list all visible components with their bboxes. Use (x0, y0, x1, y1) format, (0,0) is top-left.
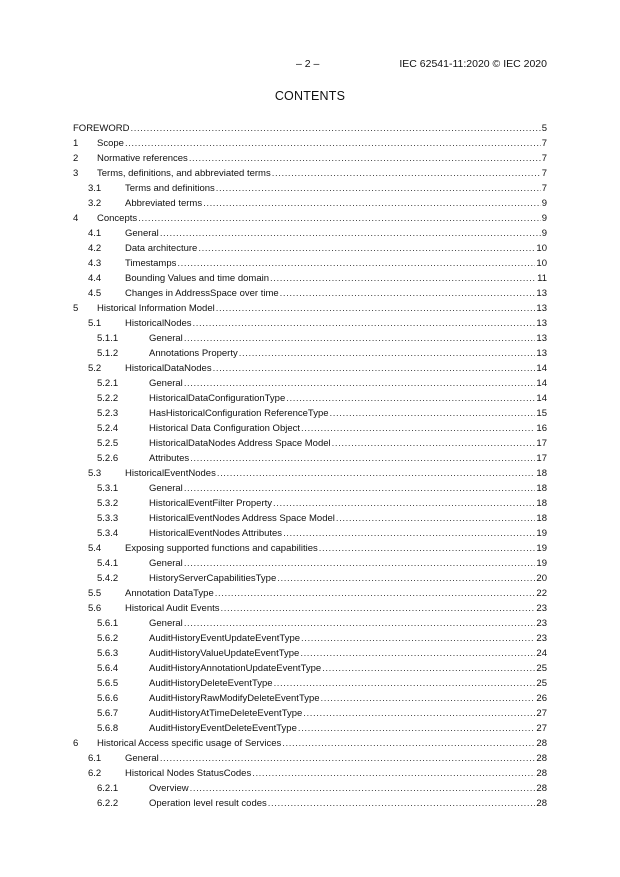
toc-entry[interactable] (0, 270, 620, 285)
toc-entry[interactable] (0, 465, 620, 480)
toc-entry-page: 28 (536, 753, 547, 764)
toc-entry[interactable] (0, 600, 620, 615)
toc-entry-line (149, 693, 547, 704)
toc-entry[interactable] (0, 525, 620, 540)
toc-entry-page: 19 (536, 543, 547, 554)
toc-entry-page: 7 (541, 183, 547, 194)
dot-leader (301, 423, 535, 434)
standard-reference: IEC 62541-11:2020 © IEC 2020 (399, 58, 547, 70)
toc-entry-number: 5 (73, 303, 79, 314)
toc-entry-title: HistoricalEventFilter Property (149, 498, 273, 509)
dot-leader (239, 348, 536, 359)
toc-entry-line (149, 453, 547, 464)
toc-entry-title: Timestamps (125, 258, 177, 269)
toc-entry[interactable] (0, 645, 620, 660)
toc-entry-page: 25 (536, 663, 547, 674)
toc-entry-line (125, 543, 547, 554)
dot-leader (272, 168, 541, 179)
toc-entry[interactable] (0, 210, 620, 225)
toc-entry[interactable] (0, 570, 620, 585)
toc-entry-page: 7 (541, 168, 547, 179)
toc-entry-page: 18 (536, 513, 547, 524)
toc-entry-title: FOREWORD (73, 123, 130, 134)
dot-leader (283, 528, 535, 539)
toc-entry-line (149, 483, 547, 494)
toc-entry-title: Abbreviated terms (125, 198, 203, 209)
toc-entry-page: 27 (536, 708, 547, 719)
dot-leader (322, 663, 535, 674)
toc-entry[interactable] (0, 285, 620, 300)
toc-entry-title: HistoryServerCapabilitiesType (149, 573, 277, 584)
dot-leader (301, 633, 535, 644)
dot-leader (252, 768, 535, 779)
toc-entry-number: 3 (73, 168, 79, 179)
toc-entry-page: 24 (536, 648, 547, 659)
toc-entry-title: Overview (149, 783, 189, 794)
toc-entry-title: AuditHistoryEventDeleteEventType (149, 723, 297, 734)
toc-entry-line (97, 303, 547, 314)
dot-leader (216, 183, 541, 194)
toc-entry-number: 6.2.1 (97, 783, 119, 794)
toc-entry-number: 5.6.5 (97, 678, 119, 689)
toc-entry-number: 4.1 (88, 228, 102, 239)
toc-entry[interactable] (0, 780, 620, 795)
dot-leader (217, 468, 536, 479)
toc-entry-page: 23 (536, 603, 547, 614)
toc-entry-title: Historical Data Configuration Object (149, 423, 301, 434)
page-title: CONTENTS (274, 89, 346, 103)
toc-entry-page: 22 (536, 588, 547, 599)
toc-entry-page: 5 (541, 123, 547, 134)
toc-entry-line (125, 228, 547, 239)
toc-entry-line (125, 588, 547, 599)
toc-entry-title: Historical Information Model (97, 303, 215, 314)
toc-entry-number: 6.1 (88, 753, 102, 764)
toc-entry-line (125, 183, 547, 194)
dot-leader (184, 558, 536, 569)
toc-entry[interactable] (0, 435, 620, 450)
toc-entry-line (125, 363, 547, 374)
toc-entry-page: 9 (541, 228, 547, 239)
toc-entry-page: 13 (536, 318, 547, 329)
toc-entry[interactable] (0, 195, 620, 210)
toc-entry-line (149, 513, 547, 524)
toc-entry-title: Annotation DataType (125, 588, 214, 599)
toc-entry-number: 5.3.4 (97, 528, 119, 539)
toc-entry-number: 4.4 (88, 273, 102, 284)
toc-entry-title: HistoricalNodes (125, 318, 192, 329)
toc-entry[interactable] (0, 480, 620, 495)
toc-entry-line (149, 723, 547, 734)
toc-entry[interactable] (0, 555, 620, 570)
dot-leader (282, 738, 535, 749)
toc-entry-line (149, 393, 547, 404)
toc-entry-page: 28 (536, 798, 547, 809)
toc-entry-line (149, 333, 547, 344)
toc-entry-title: Operation level result codes (149, 798, 267, 809)
toc-entry-line (149, 708, 547, 719)
toc-entry-line (97, 168, 547, 179)
toc-entry-line (149, 498, 547, 509)
toc-entry-line (149, 528, 547, 539)
toc-entry-number: 5.2 (88, 363, 102, 374)
toc-entry-line (149, 378, 547, 389)
toc-entry-title: Terms, definitions, and abbreviated terms (97, 168, 271, 179)
dot-leader (216, 303, 536, 314)
toc-entry-number: 4.3 (88, 258, 102, 269)
toc-entry[interactable] (0, 450, 620, 465)
toc-entry-line (97, 153, 547, 164)
toc-entry-page: 17 (536, 438, 547, 449)
dot-leader (274, 678, 536, 689)
toc-entry-line (149, 348, 547, 359)
toc-entry-page: 18 (536, 483, 547, 494)
toc-entry-title: General (149, 618, 183, 629)
dot-leader (286, 393, 535, 404)
toc-entry-page: 7 (541, 153, 547, 164)
toc-entry-number: 6.2.2 (97, 798, 119, 809)
toc-entry-page: 14 (536, 393, 547, 404)
toc-entry-line (149, 618, 547, 629)
dot-leader (336, 513, 536, 524)
dot-leader (319, 543, 536, 554)
toc-entry[interactable] (0, 225, 620, 240)
toc-entry-line (125, 603, 547, 614)
toc-entry-title: Historical Access specific usage of Services (97, 738, 282, 749)
toc-entry-number: 6 (73, 738, 79, 749)
toc-entry-page: 15 (536, 408, 547, 419)
dot-leader (184, 333, 536, 344)
toc-entry-number: 5.6.3 (97, 648, 119, 659)
toc-entry-title: Exposing supported functions and capabilities (125, 543, 318, 554)
toc-entry-line (149, 438, 547, 449)
toc-entry-line (125, 258, 547, 269)
toc-entry-page: 10 (536, 243, 547, 254)
dot-leader (203, 198, 541, 209)
toc-entry-number: 5.3.1 (97, 483, 119, 494)
toc-entry-page: 25 (536, 678, 547, 689)
toc-entry-title: General (149, 558, 183, 569)
toc-entry-page: 28 (536, 768, 547, 779)
toc-entry-number: 5.6.6 (97, 693, 119, 704)
dot-leader (213, 363, 536, 374)
toc-entry-title: Terms and definitions (125, 183, 215, 194)
toc-entry-title: HistoricalEventNodes Address Space Model (149, 513, 335, 524)
toc-entry-page: 18 (536, 498, 547, 509)
toc-entry-number: 5.6.7 (97, 708, 119, 719)
toc-entry-line (149, 573, 547, 584)
toc-entry-line (149, 783, 547, 794)
toc-entry-number: 5.2.4 (97, 423, 119, 434)
toc-entry-page: 18 (536, 468, 547, 479)
toc-entry[interactable] (0, 120, 620, 135)
toc-entry-line (125, 243, 547, 254)
toc-entry-page: 14 (536, 378, 547, 389)
toc-entry-number: 3.2 (88, 198, 102, 209)
toc-entry-number: 5.6 (88, 603, 102, 614)
toc-entry-line (149, 798, 547, 809)
toc-entry[interactable] (0, 720, 620, 735)
toc-entry-number: 5.4.1 (97, 558, 119, 569)
toc-entry[interactable] (0, 705, 620, 720)
toc-entry-page: 28 (536, 738, 547, 749)
toc-entry-title: General (125, 753, 159, 764)
toc-entry-title: Changes in AddressSpace over time (125, 288, 279, 299)
toc-entry-title: Attributes (149, 453, 190, 464)
toc-entry-line (149, 558, 547, 569)
toc-entry-page: 16 (536, 423, 547, 434)
dot-leader (332, 438, 536, 449)
toc-entry-title: Normative references (97, 153, 188, 164)
toc-entry[interactable] (0, 585, 620, 600)
toc-entry-title: General (125, 228, 159, 239)
toc-entry-title: Historical Nodes StatusCodes (125, 768, 252, 779)
toc-entry-title: Scope (97, 138, 124, 149)
toc-entry[interactable] (0, 540, 620, 555)
dot-leader (193, 318, 536, 329)
toc-entry-title: AuditHistoryAtTimeDeleteEventType (149, 708, 303, 719)
dot-leader (130, 123, 540, 134)
toc-entry-number: 5.2.2 (97, 393, 119, 404)
toc-entry-page: 17 (536, 453, 547, 464)
toc-entry[interactable] (0, 615, 620, 630)
toc-entry[interactable] (0, 315, 620, 330)
dot-leader (177, 258, 535, 269)
toc-entry-page: 19 (536, 558, 547, 569)
toc-entry[interactable] (0, 165, 620, 180)
toc-entry[interactable] (0, 675, 620, 690)
toc-entry[interactable] (0, 375, 620, 390)
toc-entry-line (97, 213, 547, 224)
toc-entry-line (125, 468, 547, 479)
toc-entry-line (149, 423, 547, 434)
dot-leader (138, 213, 541, 224)
toc-entry[interactable] (0, 735, 620, 750)
toc-entry-line (125, 753, 547, 764)
toc-entry-number: 5.3.2 (97, 498, 119, 509)
dot-leader (125, 138, 541, 149)
toc-entry-title: AuditHistoryDeleteEventType (149, 678, 273, 689)
page-number: – 2 – (296, 58, 320, 70)
toc-entry-title: Annotations Property (149, 348, 238, 359)
toc-entry-number: 5.5 (88, 588, 102, 599)
toc-entry[interactable] (0, 495, 620, 510)
toc-entry-page: 23 (536, 633, 547, 644)
toc-entry-page: 26 (536, 693, 547, 704)
toc-entry-title: Concepts (97, 213, 138, 224)
toc-entry-page: 27 (536, 723, 547, 734)
dot-leader (184, 378, 536, 389)
dot-leader (215, 588, 536, 599)
toc-entry-number: 5.1.1 (97, 333, 119, 344)
toc-entry[interactable] (0, 690, 620, 705)
toc-entry-page: 9 (541, 213, 547, 224)
toc-entry[interactable] (0, 795, 620, 810)
toc-entry-number: 5.2.3 (97, 408, 119, 419)
toc-entry[interactable] (0, 510, 620, 525)
toc-entry-line (149, 633, 547, 644)
toc-entry[interactable] (0, 255, 620, 270)
toc-entry[interactable] (0, 750, 620, 765)
dot-leader (160, 228, 541, 239)
toc-entry[interactable] (0, 300, 620, 315)
toc-entry-page: 14 (536, 363, 547, 374)
toc-entry-number: 5.2.1 (97, 378, 119, 389)
toc-entry-number: 5.4.2 (97, 573, 119, 584)
dot-leader (303, 708, 535, 719)
toc-entry-title: HistoricalEventNodes (125, 468, 216, 479)
dot-leader (221, 603, 536, 614)
toc-entry-line (149, 663, 547, 674)
toc-entry-number: 2 (73, 153, 79, 164)
toc-entry-page: 13 (536, 303, 547, 314)
dot-leader (190, 453, 535, 464)
toc-entry-title: AuditHistoryAnnotationUpdateEventType (149, 663, 322, 674)
toc-entry-page: 19 (536, 528, 547, 539)
toc-entry-number: 5.2.5 (97, 438, 119, 449)
toc-entry-number: 5.6.8 (97, 723, 119, 734)
dot-leader (198, 243, 535, 254)
toc-entry-number: 5.6.2 (97, 633, 119, 644)
dot-leader (330, 408, 536, 419)
toc-entry-page: 13 (536, 348, 547, 359)
toc-entry-page: 11 (537, 273, 547, 284)
toc-entry-page: 9 (541, 198, 547, 209)
toc-entry-page: 23 (536, 618, 547, 629)
toc-entry-line (97, 738, 547, 749)
toc-entry-title: AuditHistoryEventUpdateEventType (149, 633, 301, 644)
toc-entry[interactable] (0, 345, 620, 360)
dot-leader (268, 798, 536, 809)
toc-entry-title: General (149, 378, 183, 389)
toc-entry[interactable] (0, 390, 620, 405)
toc-entry-line (125, 198, 547, 209)
toc-entry-number: 4 (73, 213, 79, 224)
dot-leader (189, 153, 541, 164)
toc-entry-title: AuditHistoryValueUpdateEventType (149, 648, 300, 659)
dot-leader (273, 498, 535, 509)
toc-entry-page: 10 (536, 258, 547, 269)
toc-entry-number: 4.5 (88, 288, 102, 299)
toc-entry-title: Bounding Values and time domain (125, 273, 270, 284)
toc-entry-number: 5.3.3 (97, 513, 119, 524)
toc-entry[interactable] (0, 765, 620, 780)
toc-entry-line (125, 768, 547, 779)
toc-entry-number: 3.1 (88, 183, 102, 194)
toc-entry-line (125, 273, 547, 284)
table-of-contents (0, 120, 620, 810)
toc-entry-page: 28 (536, 783, 547, 794)
toc-entry-number: 5.6.4 (97, 663, 119, 674)
toc-entry[interactable] (0, 420, 620, 435)
dot-leader (160, 753, 536, 764)
toc-entry-page: 20 (536, 573, 547, 584)
toc-entry-title: HasHistoricalConfiguration ReferenceType (149, 408, 329, 419)
toc-entry-page: 13 (536, 288, 547, 299)
toc-entry-number: 5.2.6 (97, 453, 119, 464)
toc-entry-number: 6.2 (88, 768, 102, 779)
toc-entry-title: General (149, 333, 183, 344)
toc-entry[interactable] (0, 660, 620, 675)
toc-entry-number: 5.3 (88, 468, 102, 479)
toc-entry-line (97, 138, 547, 149)
toc-entry-title: Historical Audit Events (125, 603, 220, 614)
toc-entry-number: 5.1.2 (97, 348, 119, 359)
dot-leader (300, 648, 535, 659)
dot-leader (280, 288, 536, 299)
toc-entry-number: 1 (73, 138, 79, 149)
toc-entry[interactable] (0, 135, 620, 150)
toc-entry-number: 4.2 (88, 243, 102, 254)
toc-entry-line (125, 318, 547, 329)
dot-leader (270, 273, 536, 284)
toc-entry[interactable] (0, 240, 620, 255)
toc-entry-line (149, 408, 547, 419)
toc-entry-page: 7 (541, 138, 547, 149)
toc-entry-title: HistoricalEventNodes Attributes (149, 528, 283, 539)
page-header (0, 58, 620, 74)
toc-entry-number: 5.1 (88, 318, 102, 329)
toc-entry-page: 13 (536, 333, 547, 344)
toc-entry-line (73, 123, 547, 134)
toc-entry-title: HistoricalDataNodes (125, 363, 212, 374)
dot-leader (277, 573, 535, 584)
toc-entry[interactable] (0, 360, 620, 375)
toc-entry[interactable] (0, 630, 620, 645)
toc-entry-number: 5.4 (88, 543, 102, 554)
toc-entry-title: HistoricalDataConfigurationType (149, 393, 286, 404)
toc-entry[interactable] (0, 405, 620, 420)
toc-entry-title: AuditHistoryRawModifyDeleteEventType (149, 693, 320, 704)
toc-entry[interactable] (0, 150, 620, 165)
toc-entry-title: HistoricalDataNodes Address Space Model (149, 438, 331, 449)
toc-entry-line (149, 648, 547, 659)
toc-entry-title: General (149, 483, 183, 494)
dot-leader (321, 693, 536, 704)
dot-leader (298, 723, 536, 734)
dot-leader (184, 618, 536, 629)
toc-entry[interactable] (0, 180, 620, 195)
dot-leader (184, 483, 536, 494)
toc-entry-line (149, 678, 547, 689)
toc-entry-title: Data architecture (125, 243, 198, 254)
toc-entry-number: 5.6.1 (97, 618, 119, 629)
toc-entry[interactable] (0, 330, 620, 345)
toc-entry-line (125, 288, 547, 299)
dot-leader (190, 783, 536, 794)
